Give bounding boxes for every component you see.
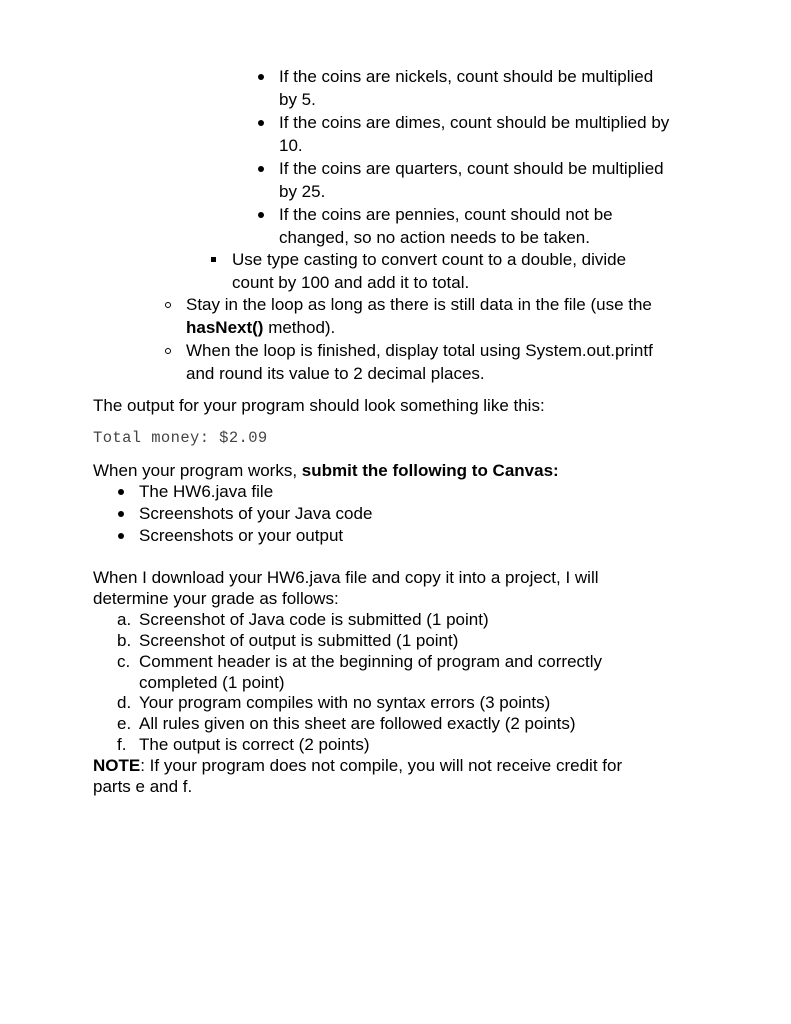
- submit-intro: [93, 460, 559, 482]
- coin-rule-line: changed, so no action needs to be taken.: [279, 228, 590, 247]
- note-label: NOTE: [93, 756, 141, 775]
- bullet-dot-icon: [118, 511, 124, 517]
- coin-rule-line: If the coins are pennies, count should not be: [279, 205, 613, 224]
- bullet-dot-icon: [258, 166, 264, 172]
- submit-item-label: Screenshots or your output: [139, 526, 344, 545]
- grading-item-letter: d.: [117, 693, 132, 712]
- note-text: parts e and f.: [93, 777, 193, 796]
- grading-item-text: Comment header is at the beginning of program and correctly: [139, 652, 603, 671]
- loop-item-line: [186, 317, 335, 339]
- coin-rule-line: by 5.: [279, 90, 316, 109]
- submit-intro-text: When your program works,: [93, 461, 302, 480]
- loop-item-line-rest: method).: [263, 318, 336, 337]
- grading-item-text: Screenshot of output is submitted (1 point): [139, 631, 459, 650]
- coin-rule-line: 10.: [279, 136, 303, 155]
- bullet-dot-icon: [118, 533, 124, 539]
- coin-rule-line: If the coins are quarters, count should be multiplied: [279, 159, 664, 178]
- grading-item-letter: c.: [117, 652, 131, 671]
- grading-item-letter: e.: [117, 714, 132, 733]
- loop-item-line: Stay in the loop as long as there is still data in the file (use the: [186, 295, 652, 314]
- method-name: hasNext(): [186, 318, 264, 337]
- sample-output: Total money: $2.09: [93, 429, 268, 447]
- bullet-circle-icon: [165, 302, 171, 308]
- submit-item-label: The HW6.java file: [139, 482, 274, 501]
- grading-item-text: The output is correct (2 points): [139, 735, 370, 754]
- bullet-dot-icon: [258, 74, 264, 80]
- bullet-square-icon: [211, 257, 216, 262]
- loop-item-line: When the loop is finished, display total using System.out.printf: [186, 341, 653, 360]
- submit-intro-bold: submit the following to Canvas:: [301, 461, 559, 480]
- grading-item-letter: b.: [117, 631, 132, 650]
- type-cast-line: count by 100 and add it to total.: [232, 273, 470, 292]
- coin-rule-line: by 25.: [279, 182, 326, 201]
- note-line: [93, 755, 622, 777]
- bullet-dot-icon: [118, 489, 124, 495]
- grading-item-text: All rules given on this sheet are followed exactly (2 points): [139, 714, 576, 733]
- coin-rule-line: If the coins are nickels, count should be multiplied: [279, 67, 654, 86]
- grading-item-text: Screenshot of Java code is submitted (1 point): [139, 610, 489, 629]
- loop-item-line: and round its value to 2 decimal places.: [186, 364, 485, 383]
- submit-item-label: Screenshots of your Java code: [139, 504, 373, 523]
- output-intro: The output for your program should look something like this:: [93, 396, 545, 415]
- bullet-dot-icon: [258, 212, 264, 218]
- bullet-circle-icon: [165, 348, 171, 354]
- grading-item-text: completed (1 point): [139, 673, 285, 692]
- grading-intro-line: When I download your HW6.java file and copy it into a project, I will: [93, 568, 599, 587]
- note-text: : If your program does not compile, you will not receive credit for: [140, 756, 623, 775]
- bullet-dot-icon: [258, 120, 264, 126]
- grading-item-letter: a.: [117, 610, 132, 629]
- grading-item-text: Your program compiles with no syntax errors (3 points): [139, 693, 551, 712]
- coin-rule-line: If the coins are dimes, count should be multiplied by: [279, 113, 670, 132]
- grading-item-letter: f.: [117, 735, 127, 754]
- grading-intro-line: determine your grade as follows:: [93, 589, 339, 608]
- type-cast-line: Use type casting to convert count to a double, divide: [232, 250, 627, 269]
